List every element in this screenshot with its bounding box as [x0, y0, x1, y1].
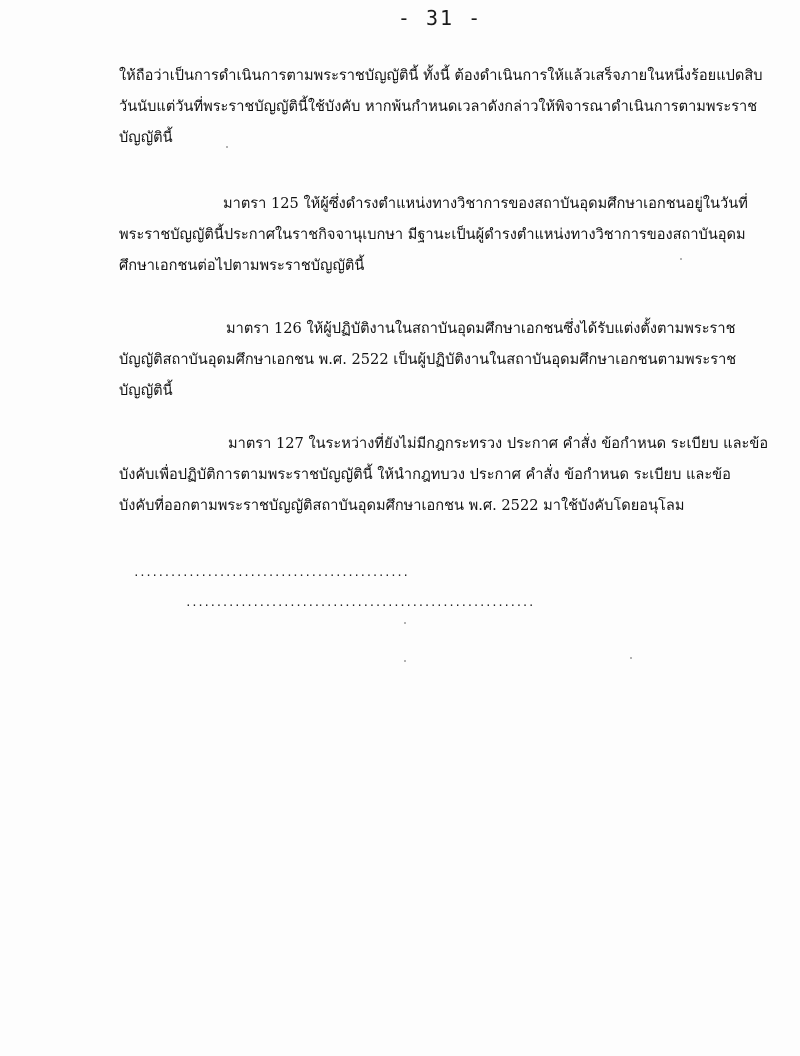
text-line: บัญญัตินี้ — [119, 129, 173, 146]
dotted-separator: ......................................................... — [185, 596, 534, 609]
text-line: ให้ถือว่าเป็นการดำเนินการตามพระราชบัญญัตินี้ ทั้งนี้ ต้องดำเนินการให้แล้วเสร็จภายในหนึ่งร้อยแปดสิบ — [119, 67, 763, 84]
page-number: - 31 - — [397, 6, 483, 30]
text-line: มาตรา 126 ให้ผู้ปฏิบัติงานในสถาบันอุดมศึกษาเอกชนซึ่งได้รับแต่งตั้งตามพระราช — [226, 320, 736, 337]
scan-speck — [404, 660, 406, 662]
text-line: บัญญัติสถาบันอุดมศึกษาเอกชน พ.ศ. 2522 เป็นผู้ปฏิบัติงานในสถาบันอุดมศึกษาเอกชนตามพระราช — [119, 351, 737, 368]
text-line: มาตรา 125 ให้ผู้ซึ่งดำรงตำแหน่งทางวิชาการของสถาบันอุดมศึกษาเอกชนอยู่ในวันที่ — [223, 195, 748, 212]
text-line: พระราชบัญญัตินี้ประกาศในราชกิจจานุเบกษา มีฐานะเป็นผู้ดำรงตำแหน่งทางวิชาการของสถาบันอุดม — [119, 226, 746, 243]
text-line: ศึกษาเอกชนต่อไปตามพระราชบัญญัตินี้ — [119, 257, 365, 274]
scan-speck — [404, 622, 406, 624]
scan-speck — [630, 657, 632, 659]
scan-speck — [680, 258, 682, 260]
text-line: วันนับแต่วันที่พระราชบัญญัตินี้ใช้บังคับ หากพ้นกำหนดเวลาดังกล่าวให้พิจารณาดำเนินการตามพระราช — [119, 98, 758, 115]
scan-speck — [226, 146, 228, 148]
dotted-separator: ............................................. — [133, 566, 409, 579]
section-127 — [119, 428, 784, 521]
text-line: บัญญัตินี้ — [119, 382, 173, 399]
section-125 — [119, 188, 784, 281]
section-126 — [119, 313, 784, 406]
text-line: บังคับเพื่อปฏิบัติการตามพระราชบัญญัตินี้ ให้นำกฎทบวง ประกาศ คำสั่ง ข้อกำหนด ระเบียบ และข้อ — [119, 466, 731, 483]
text-line: บังคับที่ออกตามพระราชบัญญัติสถาบันอุดมศึกษาเอกชน พ.ศ. 2522 มาใช้บังคับโดยอนุโลม — [119, 497, 685, 514]
text-line: มาตรา 127 ในระหว่างที่ยังไม่มีกฎกระทรวง ประกาศ คำสั่ง ข้อกำหนด ระเบียบ และข้อ — [228, 435, 769, 452]
paragraph-continuation — [119, 60, 784, 153]
